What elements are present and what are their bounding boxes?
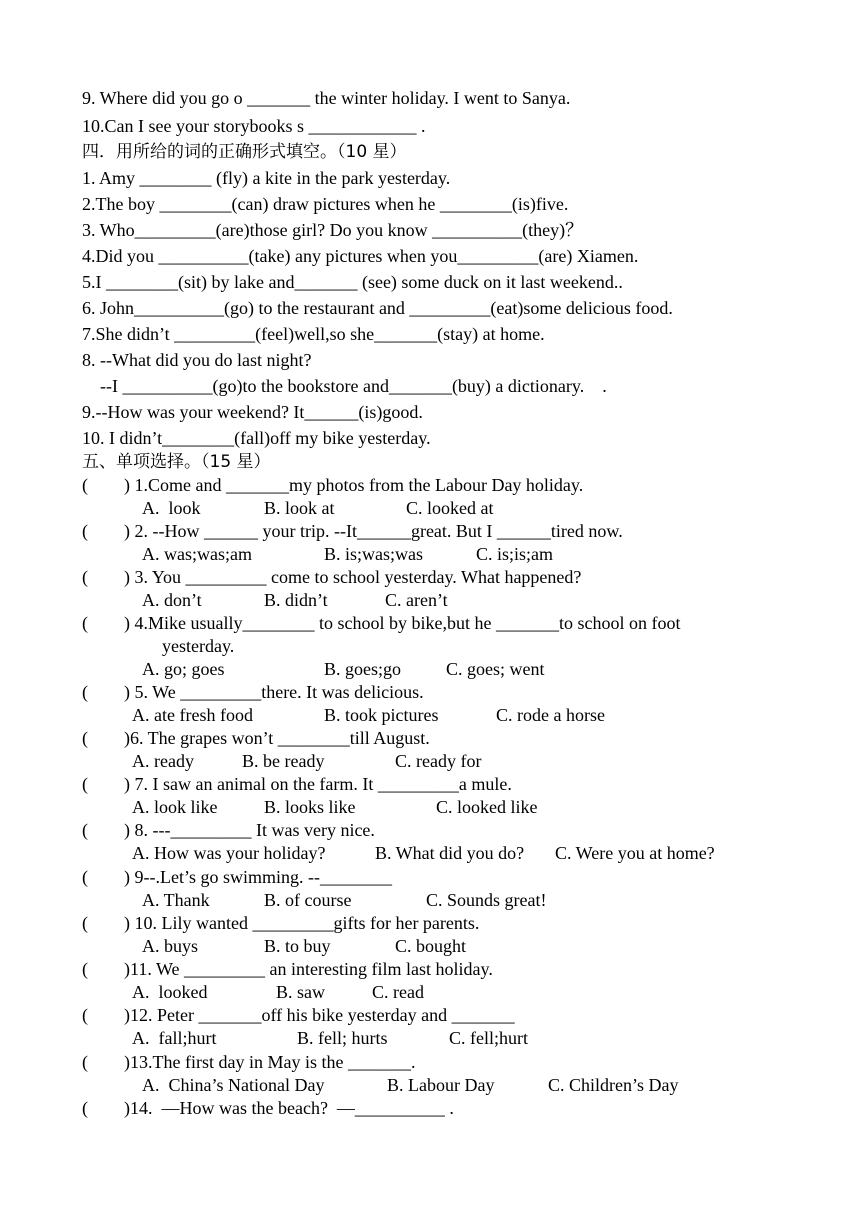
q12-option-a: A. fall;hurt — [132, 1028, 217, 1048]
section3-item-9: 9. Where did you go o _______ the winter holiday. I went to Sanya. — [82, 88, 571, 108]
question-5: ( ) 5. We _________there. It was delicious. — [82, 682, 424, 702]
q11-option-b: B. saw — [276, 982, 325, 1002]
section4-item-8: 8. --What did you do last night? — [82, 350, 312, 370]
question-3: ( ) 3. You _________ come to school yesterday. What happened? — [82, 567, 582, 587]
section5-title: 五、单项选择。（15 星） — [82, 452, 271, 472]
q8-option-c: C. Were you at home? — [555, 843, 715, 863]
q12-option-b: B. fell; hurts — [297, 1028, 388, 1048]
q8-option-b: B. What did you do? — [375, 843, 525, 863]
q10-option-a: A. buys — [142, 936, 199, 956]
q10-option-c: C. bought — [395, 936, 467, 956]
question-4: ( ) 4.Mike usually________ to school by bike,but he _______to school on foot — [82, 613, 681, 633]
q4-option-a: A. go; goes — [142, 659, 225, 679]
section4-title: 四．用所给的词的正确形式填空。（10 星） — [82, 142, 407, 162]
q1-option-b: B. look at — [264, 498, 335, 518]
q3-option-b: B. didn’t — [264, 590, 328, 610]
q4-option-b: B. goes;go — [324, 659, 402, 679]
section3-item-10: 10.Can I see your storybooks s ____________ . — [82, 116, 426, 136]
q2-option-c: C. is;is;am — [476, 544, 554, 564]
question-7: ( ) 7. I saw an animal on the farm. It _________a mule. — [82, 774, 512, 794]
q7-option-c: C. looked like — [436, 797, 538, 817]
q6-option-c: C. ready for — [395, 751, 482, 771]
q5-option-a: A. ate fresh food — [132, 705, 253, 725]
question-14: ( )14. —How was the beach? —__________ . — [82, 1098, 454, 1118]
section4-item-7: 7.She didn’t _________(feel)well,so she_______(stay) at home. — [82, 324, 545, 344]
question-11: ( )11. We _________ an interesting film last holiday. — [82, 959, 493, 979]
q9-option-c: C. Sounds great! — [426, 890, 547, 910]
q1-option-c: C. looked at — [406, 498, 494, 518]
section4-item-8-answer: --I __________(go)to the bookstore and_______(buy) a dictionary. . — [82, 376, 607, 396]
q10-option-b: B. to buy — [264, 936, 331, 956]
section4-item-4: 4.Did you __________(take) any pictures when you_________(are) Xiamen. — [82, 246, 639, 266]
q2-option-a: A. was;was;am — [142, 544, 252, 564]
question-2: ( ) 2. --How ______ your trip. --It______great. But I ______tired now. — [82, 521, 623, 541]
question-13: ( )13.The first day in May is the _______. — [82, 1052, 416, 1072]
question-1: ( ) 1.Come and _______my photos from the Labour Day holiday. — [82, 475, 584, 495]
q3-option-a: A. don’t — [142, 590, 202, 610]
section4-item-2: 2.The boy ________(can) draw pictures when he ________(is)five. — [82, 194, 569, 214]
q13-option-b: B. Labour Day — [387, 1075, 495, 1095]
question-6: ( )6. The grapes won’t ________till August. — [82, 728, 430, 748]
question-10: ( ) 10. Lily wanted _________gifts for her parents. — [82, 913, 480, 933]
question-4-continued: yesterday. — [162, 636, 235, 656]
question-9: ( ) 9--.Let’s go swimming. --________ — [82, 867, 392, 887]
q9-option-b: B. of course — [264, 890, 352, 910]
q13-option-a: A. China’s National Day — [142, 1075, 325, 1095]
q8-option-a: A. How was your holiday? — [132, 843, 326, 863]
q2-option-b: B. is;was;was — [324, 544, 423, 564]
section4-item-6: 6. John__________(go) to the restaurant and _________(eat)some delicious food. — [82, 298, 673, 318]
section4-item-1: 1. Amy ________ (fly) a kite in the park yesterday. — [82, 168, 451, 188]
q7-option-a: A. look like — [132, 797, 218, 817]
q6-option-a: A. ready — [132, 751, 194, 771]
section4-item-3: 3. Who_________(are)those girl? Do you know __________(they)？ — [82, 220, 584, 240]
q1-option-a: A. look — [142, 498, 201, 518]
q11-option-c: C. read — [372, 982, 424, 1002]
question-8: ( ) 8. ---_________ It was very nice. — [82, 820, 375, 840]
q13-option-c: C. Children’s Day — [548, 1075, 679, 1095]
section4-item-9: 9.--How was your weekend? It______(is)good. — [82, 402, 423, 422]
q4-option-c: C. goes; went — [446, 659, 545, 679]
q9-option-a: A. Thank — [142, 890, 210, 910]
q5-option-c: C. rode a horse — [496, 705, 605, 725]
q3-option-c: C. aren’t — [385, 590, 448, 610]
q5-option-b: B. took pictures — [324, 705, 439, 725]
question-12: ( )12. Peter _______off his bike yesterday and _______ — [82, 1005, 515, 1025]
section4-item-5: 5.I ________(sit) by lake and_______ (see) some duck on it last weekend.. — [82, 272, 623, 292]
section4-item-10: 10. I didn’t________(fall)off my bike yesterday. — [82, 428, 431, 448]
q6-option-b: B. be ready — [242, 751, 325, 771]
q11-option-a: A. looked — [132, 982, 208, 1002]
q7-option-b: B. looks like — [264, 797, 356, 817]
q12-option-c: C. fell;hurt — [449, 1028, 528, 1048]
